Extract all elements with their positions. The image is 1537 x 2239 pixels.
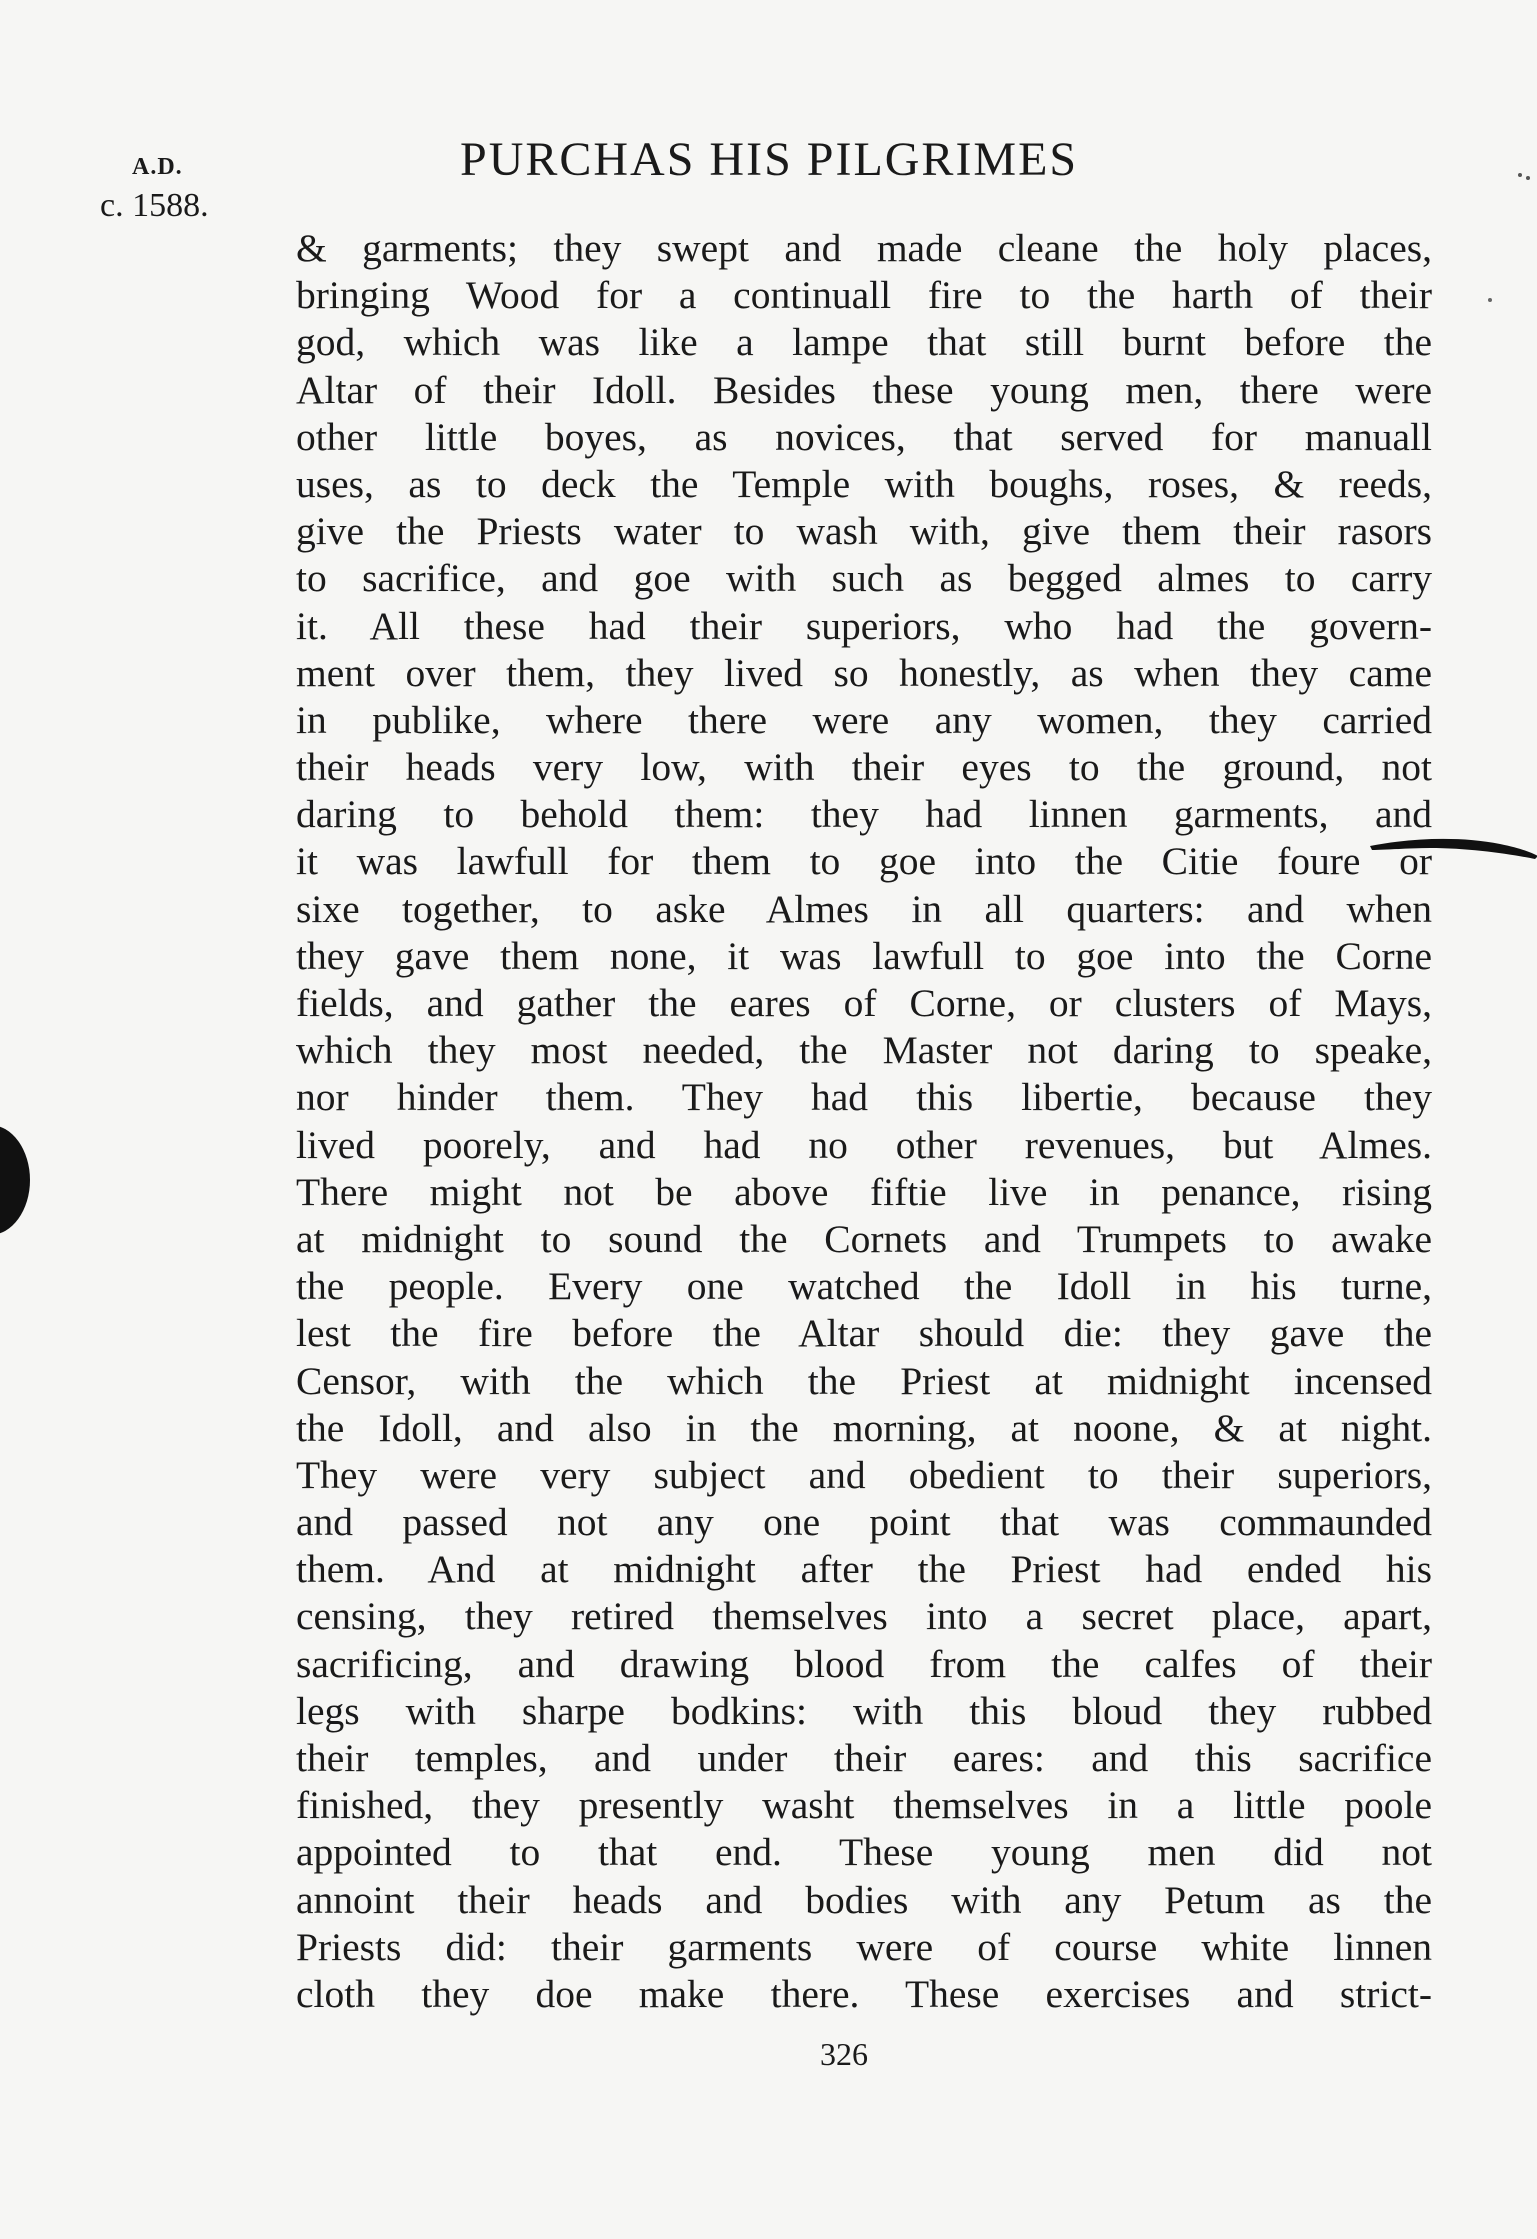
text-line: the people. Every one watched the Idoll in his turne, bbox=[296, 1264, 1432, 1309]
text-line: bringing Wood for a continuall fire to the harth of their bbox=[296, 273, 1432, 318]
text-line: nor hinder them. They had this libertie, because they bbox=[296, 1075, 1432, 1120]
text-line: them. And at midnight after the Priest had ended his bbox=[296, 1547, 1432, 1592]
text-line: They were very subject and obedient to their superiors, bbox=[296, 1452, 1432, 1497]
text-line: finished, they presently washt themselves in a little poole bbox=[296, 1783, 1432, 1828]
text-line: other little boyes, as novices, that served for manuall bbox=[296, 414, 1432, 459]
text-line: There might not be above fiftie live in penance, rising bbox=[296, 1169, 1432, 1214]
text-line: they gave them none, it was lawfull to goe into the Corne bbox=[296, 933, 1432, 978]
text-line: which they most needed, the Master not daring to speake, bbox=[296, 1028, 1432, 1073]
text-line: give the Priests water to wash with, give them their rasors bbox=[296, 509, 1432, 554]
text-line: lived poorely, and had no other revenues, but Almes. bbox=[296, 1122, 1432, 1167]
page-number: 326 bbox=[820, 2036, 868, 2072]
margin-date-note bbox=[100, 148, 250, 226]
margin-ad-label: A.D. bbox=[132, 154, 183, 180]
text-line: in publike, where there were any women, they carried bbox=[296, 697, 1432, 742]
body-text bbox=[296, 225, 1432, 2018]
text-line: Censor, with the which the Priest at midnight incensed bbox=[296, 1358, 1432, 1403]
thumb-shadow-mark bbox=[0, 1120, 40, 1240]
right-margin-dots bbox=[1460, 0, 1537, 2234]
text-line: uses, as to deck the Temple with boughs, roses, & reeds, bbox=[296, 461, 1432, 506]
text-line: cloth they doe make there. These exercises and strict- bbox=[296, 1971, 1432, 2016]
text-line: appointed to that end. These young men did not bbox=[296, 1830, 1432, 1875]
text-line: Altar of their Idoll. Besides these young men, there were bbox=[296, 367, 1432, 412]
text-line: lest the fire before the Altar should die: they gave the bbox=[296, 1311, 1432, 1356]
text-line: fields, and gather the eares of Corne, or clusters of Mays, bbox=[296, 981, 1432, 1025]
running-title: PURCHAS HIS PILGRIMES bbox=[460, 133, 1079, 186]
text-line: daring to behold them: they had linnen garments, and bbox=[296, 792, 1432, 837]
margin-year-label: c. 1588. bbox=[100, 187, 209, 224]
text-line: censing, they retired themselves into a secret place, apart, bbox=[296, 1594, 1432, 1639]
text-line: legs with sharpe bodkins: with this bloud they rubbed bbox=[296, 1688, 1432, 1733]
text-line: ment over them, they lived so honestly, as when they came bbox=[296, 650, 1432, 695]
text-line: the Idoll, and also in the morning, at noone, & at night. bbox=[296, 1405, 1432, 1450]
text-line: it was lawfull for them to goe into the Citie foure or bbox=[296, 839, 1432, 884]
text-line: sacrificing, and drawing blood from the calfes of their bbox=[296, 1641, 1432, 1686]
text-line: sixe together, to aske Almes in all quarters: and when bbox=[296, 886, 1432, 931]
text-line: it. All these had their superiors, who had the govern- bbox=[296, 603, 1432, 648]
text-line: Priests did: their garments were of course white linnen bbox=[296, 1924, 1432, 1969]
text-line: annoint their heads and bodies with any Petum as the bbox=[296, 1877, 1432, 1922]
text-line: their heads very low, with their eyes to the ground, not bbox=[296, 745, 1432, 790]
text-line: god, which was like a lampe that still burnt before the bbox=[296, 320, 1432, 365]
text-line: & garments; they swept and made cleane the holy places, bbox=[296, 226, 1432, 270]
text-line: at midnight to sound the Cornets and Trumpets to awake bbox=[296, 1216, 1432, 1261]
text-line: and passed not any one point that was commaunded bbox=[296, 1500, 1432, 1545]
text-line: to sacrifice, and goe with such as begged almes to carry bbox=[296, 556, 1432, 601]
text-line: their temples, and under their eares: and this sacrifice bbox=[296, 1736, 1432, 1780]
